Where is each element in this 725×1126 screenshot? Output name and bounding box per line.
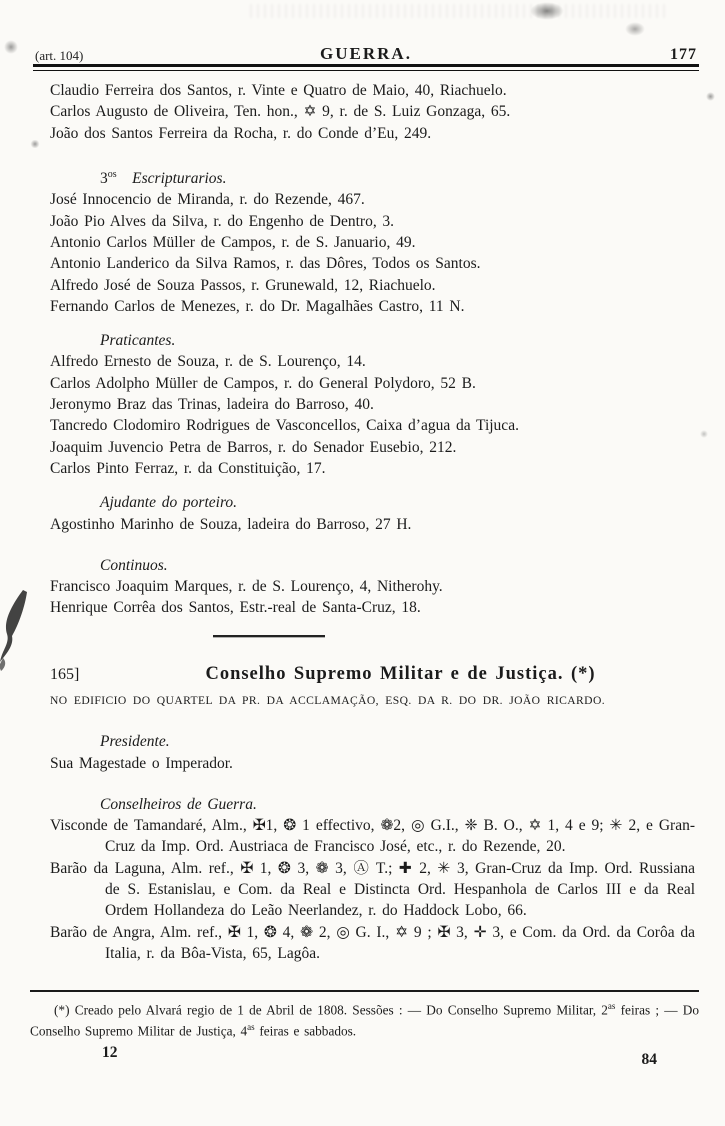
directory-entry: Sua Magestade o Imperador. bbox=[50, 754, 233, 772]
directory-entry: Carlos Adolpho Müller de Campos, r. do General Polydoro, 52 B. bbox=[50, 374, 476, 392]
section-heading-ajudante bbox=[50, 492, 695, 513]
directory-entry: José Innocencio de Miranda, r. do Rezende, 467. bbox=[50, 191, 365, 209]
directory-entry: Jeronymo Braz das Trinas, ladeira do Barroso, 40. bbox=[50, 396, 374, 414]
footnote-part: (*) Creado pelo Alvará regio de 1 de Abril de 1808. Sessões : — Do Conselho Supremo Militar, 2 bbox=[54, 1002, 608, 1018]
page-number: 177 bbox=[670, 46, 697, 63]
directory-entry: Antonio Carlos Müller de Campos, r. de S. Januario, 49. bbox=[50, 233, 416, 251]
scan-artifact bbox=[4, 40, 18, 54]
council-member-entry: Visconde de Tamandaré, Alm., ✠1, ❂ 1 effectivo, ❁2, ◎ G.I., ❈ B. O., ✡ 1, 4 e 9; ✳ 2, e Gran-Cruz da Imp. Ord. Austriaca de Francisco José, etc., r. do Rezende, 20. bbox=[50, 817, 695, 856]
scan-artifact bbox=[625, 22, 645, 36]
scan-noise-band bbox=[250, 4, 670, 18]
scan-artifact bbox=[706, 92, 715, 101]
directory-entry: Alfredo José de Souza Passos, r. Grunewald, 12, Riachuelo. bbox=[50, 276, 436, 294]
directory-entry: Antonio Landerico da Silva Ramos, r. das Dôres, Todos os Santos. bbox=[50, 255, 481, 273]
footnote-block bbox=[30, 990, 699, 1040]
header-rule bbox=[33, 64, 699, 71]
article-reference: (art. 104) bbox=[35, 48, 84, 63]
council-index-number: 165] bbox=[50, 665, 80, 683]
council-location: NO EDIFICIO DO QUARTEL DA PR. DA ACCLAMAÇÃO, ESQ. DA R. DO DR. JOÃO RICARDO. bbox=[50, 693, 606, 707]
heading-label: Praticantes. bbox=[100, 332, 176, 350]
directory-entry: João dos Santos Ferreira da Rocha, r. do Conde d’Eu, 249. bbox=[50, 124, 432, 142]
council-title-row bbox=[50, 664, 695, 685]
page-header bbox=[35, 42, 697, 64]
signature-mark: 12 bbox=[102, 1044, 118, 1061]
footnote-rule bbox=[30, 990, 699, 992]
footnote-part: feiras ; — Do Conselho Supremo Militar de Justiça, 4 bbox=[30, 1002, 699, 1039]
footer-marks bbox=[30, 1044, 699, 1068]
heading-label: Continuos. bbox=[100, 556, 168, 574]
directory-entry: João Pio Alves da Silva, r. do Engenho de Dentro, 3. bbox=[50, 212, 395, 230]
footnote-ordinal: as bbox=[247, 1021, 255, 1032]
section-heading-praticantes bbox=[50, 330, 695, 351]
directory-entry: Carlos Pinto Ferraz, r. da Constituição, 17. bbox=[50, 459, 326, 477]
section-heading-escripturarios bbox=[50, 164, 695, 189]
section-heading-conselheiros bbox=[50, 794, 695, 815]
council-member-entry: Barão da Laguna, Alm. ref., ✠ 1, ❂ 3, ❁ 3, Ⓐ T.; ✚ 2, ✳ 3, Gran-Cruz da Imp. Ord. Russiana de S. Estanislau, e Com. da Real e Distincta Ord. Hespanhola de Carlos III e da Real Ordem Hollandeza do Leão Neerlandez, r. do Haddock Lobo, 66. bbox=[50, 859, 695, 920]
page-title: GUERRA. bbox=[320, 44, 412, 63]
directory-entry: Agostinho Marinho de Souza, ladeira do Barroso, 27 H. bbox=[50, 515, 412, 533]
directory-entry: Henrique Corrêa dos Santos, Estr.-real de Santa-Cruz, 18. bbox=[50, 599, 421, 617]
section-heading-presidente bbox=[50, 731, 695, 752]
heading-label: Conselheiros de Guerra. bbox=[100, 795, 257, 813]
footnote-ordinal: as bbox=[607, 1001, 616, 1011]
directory-entry: Claudio Ferreira dos Santos, r. Vinte e Quatro de Maio, 40, Riachuelo. bbox=[50, 82, 507, 99]
scan-artifact bbox=[530, 2, 564, 20]
directory-entry: Tancredo Clodomiro Rodrigues de Vasconcellos, Caixa d’agua da Tijuca. bbox=[50, 417, 519, 435]
directory-entry: Alfredo Ernesto de Souza, r. de S. Lourenço, 14. bbox=[50, 353, 366, 371]
directory-entry: Francisco Joaquim Marques, r. de S. Lourenço, 4, Nitherohy. bbox=[50, 578, 443, 596]
council-section bbox=[50, 664, 695, 965]
council-member-entry: Barão de Angra, Alm. ref., ✠ 1, ❂ 4, ❁ 2, ◎ G. I., ✡ 9 ; ✠ 3, ✛ 3, e Com. da Ord. da Corôa da Italia, r. da Bôa-Vista, 65, Lagôa. bbox=[50, 923, 695, 962]
footnote-text bbox=[30, 998, 699, 1040]
heading-label: Ajudante do porteiro. bbox=[100, 494, 238, 512]
scan-artifact bbox=[30, 140, 40, 148]
section-divider-rule bbox=[213, 635, 325, 637]
scan-artifact bbox=[700, 430, 708, 438]
heading-label: Presidente. bbox=[100, 733, 170, 751]
ink-smudge bbox=[0, 588, 31, 672]
roster-content bbox=[50, 80, 695, 964]
council-title: Conselho Supremo Militar e de Justiça. (*) bbox=[205, 663, 596, 684]
catchword-number: 84 bbox=[641, 1051, 657, 1068]
footnote-part: feiras e sabbados. bbox=[254, 1023, 357, 1039]
heading-ordinal: os bbox=[107, 168, 117, 180]
directory-entry: Carlos Augusto de Oliveira, Ten. hon., ✡ 9, r. de S. Luiz Gonzaga, 65. bbox=[50, 103, 511, 121]
heading-label: Escripturarios. bbox=[132, 170, 227, 188]
section-heading-continuos bbox=[50, 555, 695, 576]
directory-entry: Joaquim Juvencio Petra de Barros, r. do Senador Eusebio, 212. bbox=[50, 438, 457, 456]
directory-entry: Fernando Carlos de Menezes, r. do Dr. Magalhães Castro, 11 N. bbox=[50, 297, 465, 315]
heading-number: 3 bbox=[100, 170, 108, 188]
